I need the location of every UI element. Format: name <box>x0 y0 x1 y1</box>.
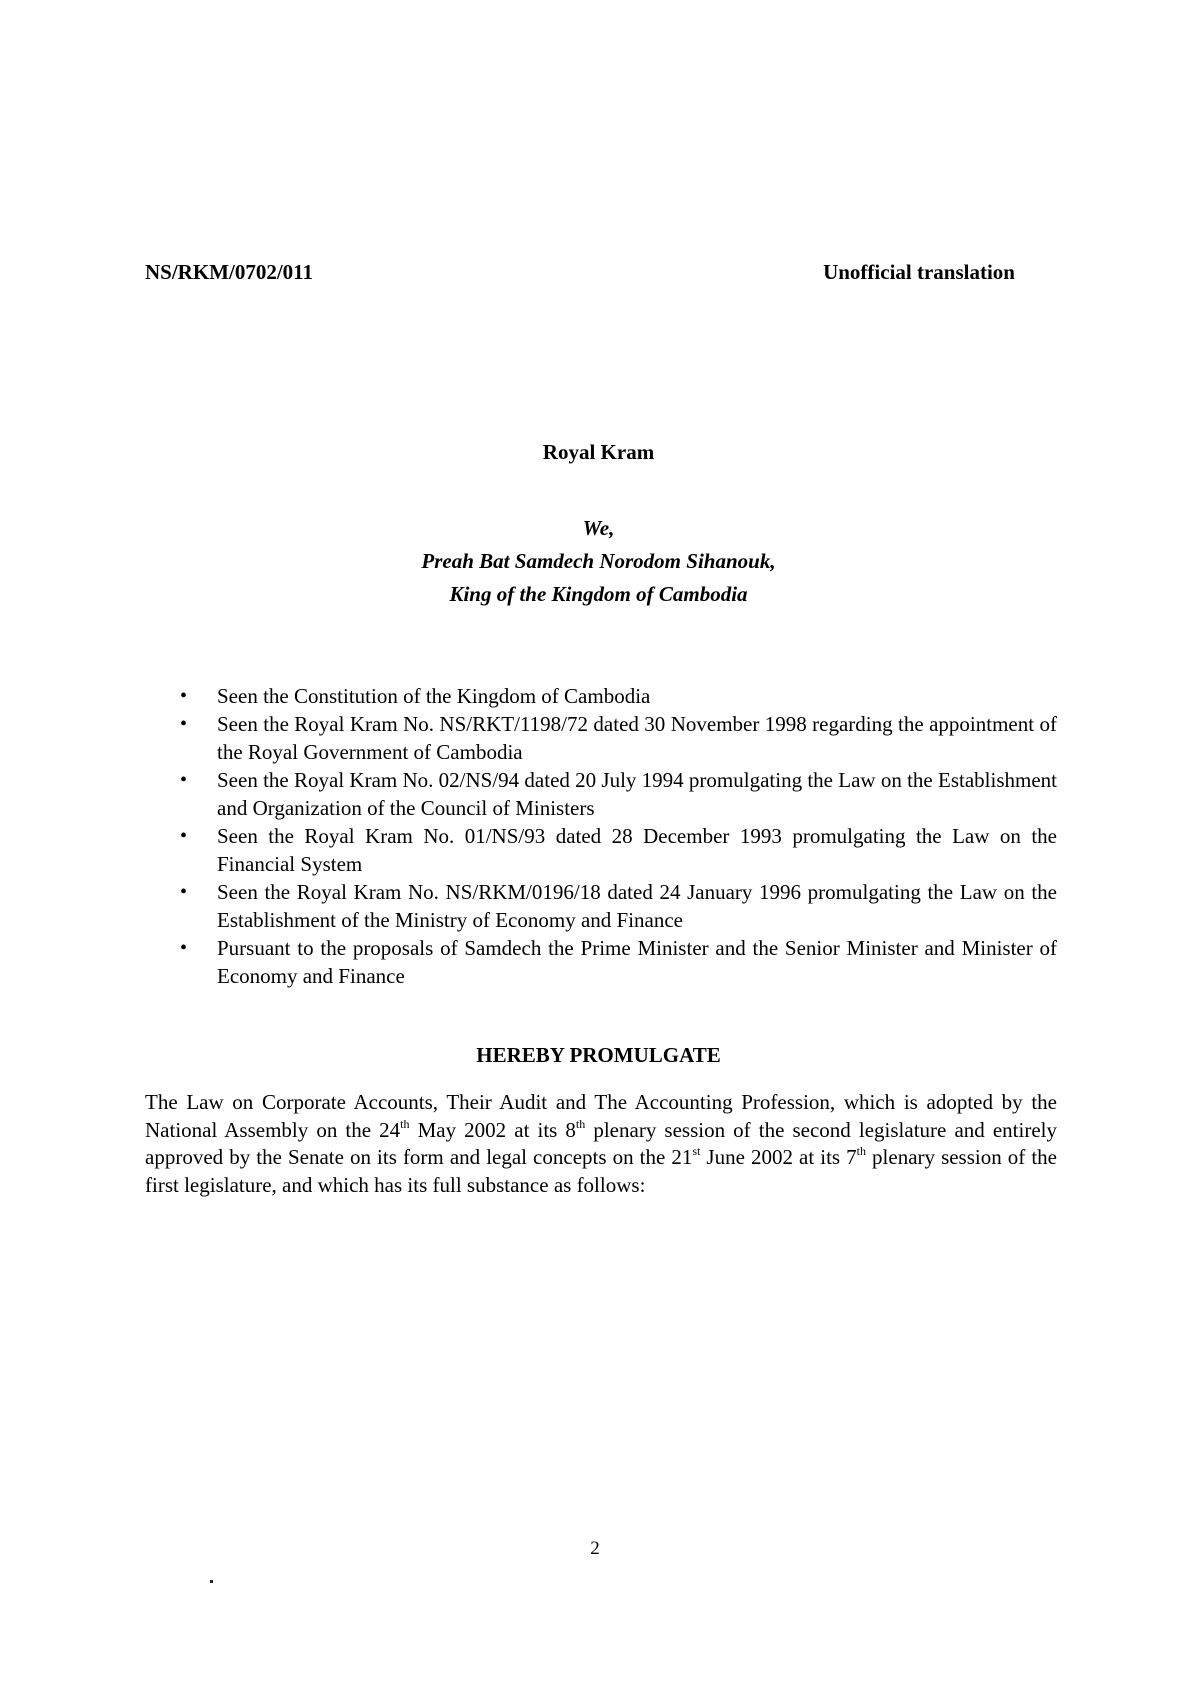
list-item <box>170 766 1057 822</box>
ordinal-suffix: th <box>400 1116 410 1131</box>
body-text-part: plenary session of the first legislature, and which has its full substance as follows: <box>145 1145 1057 1197</box>
king-line-1: We, <box>582 516 615 540</box>
scan-speck <box>210 1580 213 1583</box>
body-paragraph <box>145 1089 1057 1199</box>
promulgate-heading: HEREBY PROMULGATE <box>476 1043 721 1067</box>
list-item-text: Seen the Royal Kram No. NS/RKT/1198/72 dated 30 November 1998 regarding the appointment of the Royal Government of Cambodia <box>217 712 1057 764</box>
translation-note: Unofficial translation <box>823 260 1015 284</box>
king-line-3: King of the Kingdom of Cambodia <box>449 582 748 606</box>
document-title: Royal Kram <box>542 440 655 464</box>
king-declaration <box>145 512 1052 611</box>
list-item <box>170 682 1057 710</box>
list-item <box>170 710 1057 766</box>
document-reference: NS/RKM/0702/011 <box>145 260 314 284</box>
list-item-text: Seen the Constitution of the Kingdom of Cambodia <box>217 684 651 708</box>
list-item <box>170 934 1057 990</box>
list-item <box>170 878 1057 934</box>
ordinal-suffix: st <box>692 1144 701 1158</box>
body-text-part: June 2002 at its 7 <box>700 1145 857 1169</box>
bullet-icon: • <box>180 881 188 903</box>
bullet-icon: • <box>180 937 188 959</box>
list-item-text: Pursuant to the proposals of Samdech the Prime Minister and the Senior Minister and Minister of Economy and Finance <box>217 936 1057 988</box>
list-item-text: Seen the Royal Kram No. 01/NS/93 dated 28 December 1993 promulgating the Law on the Financial System <box>217 824 1057 876</box>
body-text-part: The Law on Corporate Accounts, Their Audit and The Accounting Profession, which is adopted by the National Assembly on the 24 <box>145 1090 1057 1142</box>
body-text-part: May 2002 at its 8 <box>409 1117 576 1142</box>
page-number: 2 <box>590 1538 600 1559</box>
king-line-2: Preah Bat Samdech Norodom Sihanouk, <box>421 549 776 573</box>
bullet-icon: • <box>180 825 188 847</box>
bullet-icon: • <box>180 769 188 791</box>
list-item <box>170 822 1057 878</box>
bullet-icon: • <box>180 685 188 707</box>
list-item-text: Seen the Royal Kram No. NS/RKM/0196/18 dated 24 January 1996 promulgating the Law on the Establishment of the Ministry of Economy and Finance <box>217 880 1057 932</box>
bullet-icon: • <box>180 713 188 735</box>
ordinal-suffix: th <box>575 1116 586 1131</box>
body-text-part: plenary session of the second legislature and entirely approved by the Senate on its form and legal concepts on the 21 <box>145 1117 1057 1169</box>
seen-list <box>170 682 1057 990</box>
list-item-text: Seen the Royal Kram No. 02/NS/94 dated 20 July 1994 promulgating the Law on the Establishment and Organization of the Council of Ministers <box>217 768 1057 820</box>
ordinal-suffix: th <box>856 1144 866 1158</box>
